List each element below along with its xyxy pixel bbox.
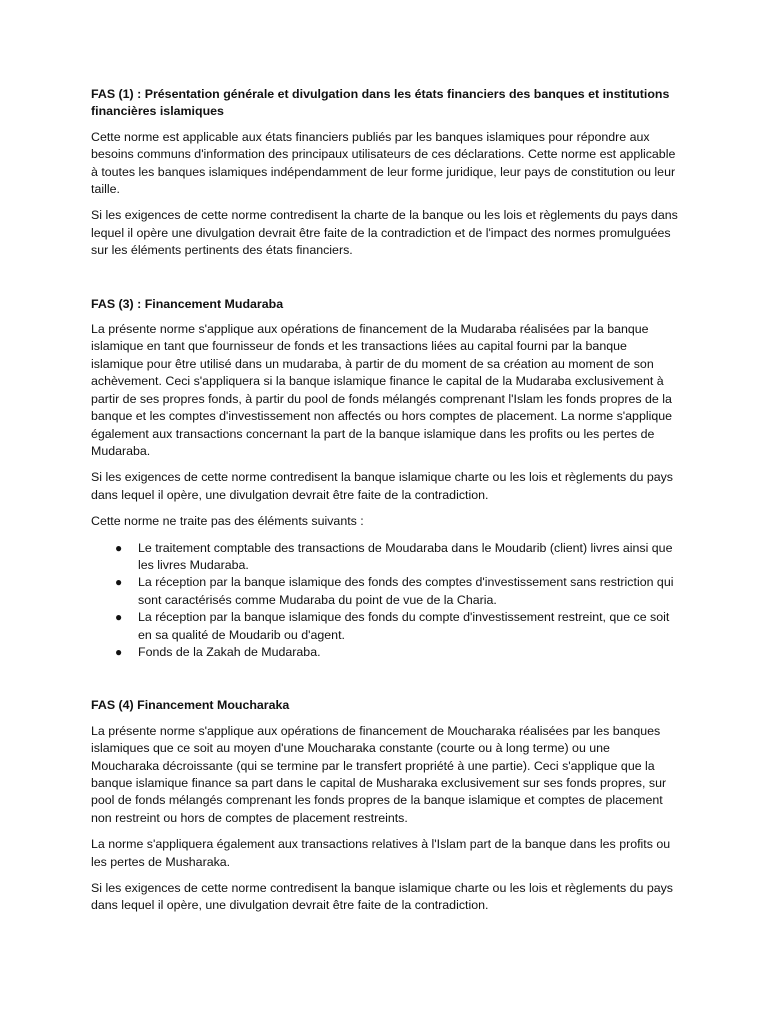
section-heading: FAS (3) : Financement Mudaraba: [91, 296, 284, 311]
bullet-icon: ●: [115, 644, 123, 659]
section-fas-1: [91, 86, 681, 260]
list-item-text: La réception par la banque islamique des fonds du compte d'investissement restreint, que ce soit en sa qualité de Moudarib ou d'agent.: [138, 610, 670, 642]
section-heading: FAS (4) Financement Moucharaka: [91, 698, 290, 713]
section-spacer: [91, 269, 681, 296]
paragraph: Cette norme est applicable aux états financiers publiés par les banques islamiques pour répondre aux besoins communs d'information des principaux utilisateurs de ces déclarations. Cette norme est applicable à toutes les banques islamiques indépendamment de leur forme juridique, leur pays de constitution ou leur taille.: [91, 129, 676, 197]
list-item-text: Le traitement comptable des transactions de Moudaraba dans le Moudarib (client) livres ainsi que les livres Mudaraba.: [138, 540, 673, 572]
bullet-icon: ●: [115, 610, 123, 625]
paragraph: La présente norme s'applique aux opérations de financement de Moucharaka réalisées par les banques islamiques que ce soit au moyen d'une Moucharaka constante (courte ou à long terme) ou une Moucharaka décroissante (qui se termine par le transfert propriété à une partie). Ceci s'applique que la banque islamique finance sa part dans le capital de Musharaka exclusivement sur ses fonds propres, sur pool de fonds mélangés comprenant les fonds propres de la banque islamique et comptes de placement non restreint ou hors de comptes de placement restreints.: [91, 723, 667, 825]
section-heading: FAS (1) : Présentation générale et divulgation dans les états financiers des banques et institutions financières islamiques: [91, 87, 670, 119]
list-item-text: Fonds de la Zakah de Mudaraba.: [138, 644, 321, 659]
section-fas-4: [91, 697, 681, 914]
list-item-text: La réception par la banque islamique des fonds des comptes d'investissement sans restriction qui sont caractérisés comme Mudaraba du point de vue de la Charia.: [138, 575, 674, 607]
paragraph: Si les exigences de cette norme contredisent la banque islamique charte ou les lois et règlements du pays dans lequel il opère, une divulgation devrait être faite de la contradiction.: [91, 470, 674, 502]
list-item: [91, 644, 681, 661]
paragraph: Cette norme ne traite pas des éléments suivants :: [91, 514, 364, 529]
section-spacer: [91, 670, 681, 697]
list-item: [91, 609, 681, 644]
bullet-icon: ●: [115, 575, 123, 590]
bullet-icon: ●: [115, 540, 123, 555]
paragraph: Si les exigences de cette norme contredisent la charte de la banque ou les lois et règlements du pays dans lequel il opère une divulgation devrait être faite de la contradiction et de l'impact des normes promulguées sur les éléments pertinents des états financiers.: [91, 208, 678, 258]
bullet-list: [91, 540, 681, 662]
section-fas-3: [91, 296, 681, 662]
paragraph: Si les exigences de cette norme contredisent la banque islamique charte ou les lois et règlements du pays dans lequel il opère, une divulgation devrait être faite de la contradiction.: [91, 881, 674, 913]
list-item: [91, 540, 681, 575]
paragraph: La présente norme s'applique aux opérations de financement de la Mudaraba réalisées par la banque islamique en tant que fournisseur de fonds et les transactions liées au capital fourni par la banque islamique pour être utilisé dans un mudaraba, à partir de du moment de sa création au moment de son achèvement. Ceci s'appliquera si la banque islamique finance le capital de la Mudaraba exclusivement à partir de ses propres fonds, à partir du pool de fonds mélangés comprenant l'Islam les fonds propres de la banque et les comptes d'investissement non affectés ou hors comptes de placement. La norme s'applique également aux transactions concernant la part de la banque islamique dans les profits ou les pertes de Mudaraba.: [91, 322, 673, 458]
document-page: [91, 86, 681, 924]
paragraph: La norme s'appliquera également aux transactions relatives à l'Islam part de la banque dans les profits ou les pertes de Musharaka.: [91, 837, 671, 869]
list-item: [91, 574, 681, 609]
